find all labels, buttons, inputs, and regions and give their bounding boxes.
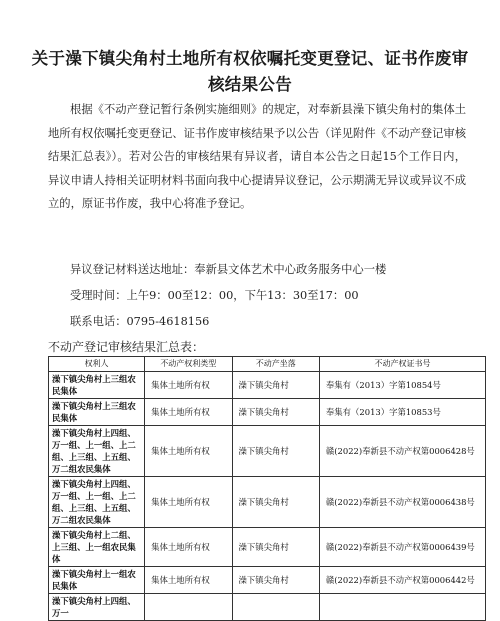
notice-title: 关于澡下镇尖角村土地所有权依嘱托变更登记、证书作废审核结果公告	[31, 49, 469, 94]
cell-owner: 澡下镇尖角村上二组、上三组、上一组农民集体	[49, 528, 145, 567]
table-row	[49, 594, 486, 621]
cell-right-type: 集体土地所有权	[145, 372, 232, 399]
header-location: 不动产坐落	[232, 357, 319, 372]
cell-owner: 澡下镇尖角村上三组农民集体	[49, 372, 145, 399]
cell-owner: 澡下镇尖角村上三组农民集体	[49, 399, 145, 426]
cell-cert-number: 赣(2022)奉新县不动产权第0006428号	[319, 426, 485, 477]
cell-right-type: 集体土地所有权	[145, 567, 232, 594]
table-row	[49, 372, 486, 399]
cell-owner: 澡下镇尖角村上一组农民集体	[49, 567, 145, 594]
cell-cert-number: 奉集有（2013）字第10853号	[319, 399, 485, 426]
cell-owner: 澡下镇尖角村上四组、万一	[49, 594, 145, 621]
cell-owner: 澡下镇尖角村上四组、万一组、上一组、上二组、上三组、上五组、万二组农民集体	[49, 426, 145, 477]
table-row	[49, 399, 486, 426]
cell-cert-number: 赣(2022)奉新县不动产权第0006442号	[319, 567, 485, 594]
table-caption: 不动产登记审核结果汇总表：	[48, 340, 205, 354]
cell-location: 澡下镇尖角村	[232, 372, 319, 399]
results-table	[48, 356, 486, 621]
cell-owner: 澡下镇尖角村上四组、万一组、上一组、上二组、上三组、上五组、万二组农民集体	[49, 477, 145, 528]
objection-address: 异议登记材料送达地址：奉新县文体艺术中心政务服务中心一楼	[70, 263, 387, 276]
cell-cert-number	[319, 594, 485, 621]
header-right-type: 不动产权利类型	[145, 357, 232, 372]
cell-location	[232, 594, 319, 621]
header-owner: 权利人	[49, 357, 145, 372]
table-row	[49, 567, 486, 594]
cell-right-type: 集体土地所有权	[145, 528, 232, 567]
table-row	[49, 528, 486, 567]
cell-location: 澡下镇尖角村	[232, 567, 319, 594]
cell-location: 澡下镇尖角村	[232, 426, 319, 477]
cell-right-type: 集体土地所有权	[145, 477, 232, 528]
cell-cert-number: 奉集有（2013）字第10854号	[319, 372, 485, 399]
header-cert-number: 不动产权证书号	[319, 357, 485, 372]
table-row	[49, 477, 486, 528]
contact-phone: 联系电话：0795-4618156	[70, 315, 210, 328]
cell-cert-number: 赣(2022)奉新县不动产权第0006438号	[319, 477, 485, 528]
office-hours: 受理时间：上午9：00至12：00，下午13：30至17：00	[70, 289, 359, 302]
cell-cert-number: 赣(2022)奉新县不动产权第0006439号	[319, 528, 485, 567]
cell-right-type: 集体土地所有权	[145, 399, 232, 426]
cell-location: 澡下镇尖角村	[232, 399, 319, 426]
cell-location: 澡下镇尖角村	[232, 528, 319, 567]
cell-right-type	[145, 594, 232, 621]
cell-right-type: 集体土地所有权	[145, 426, 232, 477]
cell-location: 澡下镇尖角村	[232, 477, 319, 528]
table-header-row	[49, 357, 486, 372]
notice-body: 根据《不动产登记暂行条例实施细则》的规定，对奉新县澡下镇尖角村的集体土地所有权依嘱托变更登记、证书作废审核结果予以公告（详见附件《不动产登记审核结果汇总表》）。若对公告的审核结果有异议者，请自本公告之日起15个工作日内，异议申请人持相关证明材料书面向我中心提请异议登记，公示期满无异议或异议不成立的，原证书作废，我中心将准予登记。	[48, 103, 466, 211]
table-row	[49, 426, 486, 477]
